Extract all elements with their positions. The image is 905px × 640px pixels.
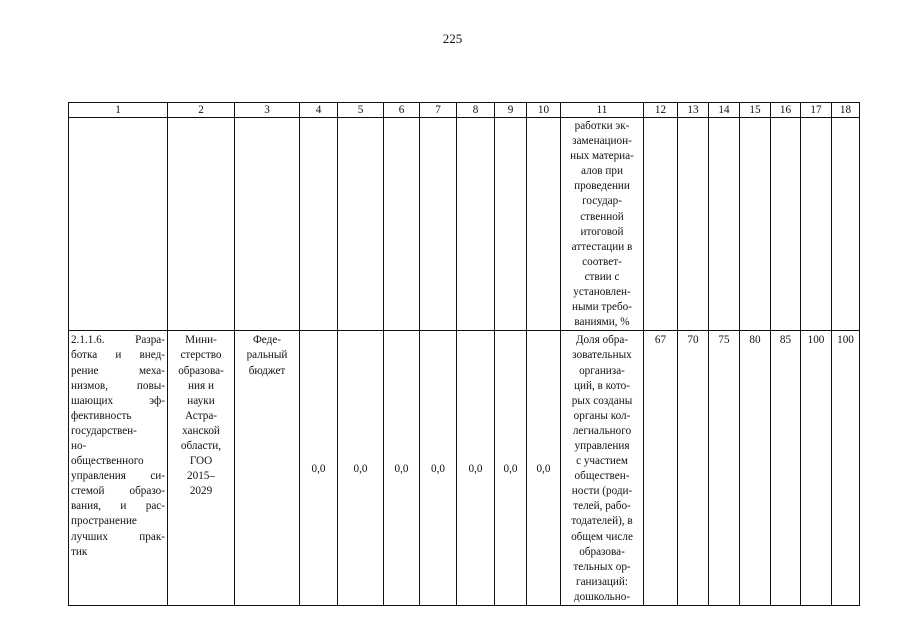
- executor-line: стерство: [180, 349, 222, 362]
- cell: [338, 118, 384, 331]
- indicator-line: управления: [574, 439, 630, 452]
- cell: [527, 118, 561, 331]
- indicator-line: ными требо-: [572, 301, 632, 314]
- column-header: 18: [832, 103, 860, 118]
- executor-line: 2015–: [187, 470, 215, 483]
- cell: [384, 118, 420, 331]
- indicator-line: работки эк-: [574, 120, 630, 132]
- indicator-line: государ-: [582, 195, 622, 208]
- column-header: 13: [678, 103, 709, 118]
- executor-line: ГОО: [189, 455, 213, 468]
- cell: [420, 118, 457, 331]
- source-line: ральный: [246, 349, 288, 362]
- amount-cell: 0,0: [338, 331, 384, 606]
- cell: [300, 118, 338, 331]
- column-header: 5: [338, 103, 384, 118]
- program-table: [68, 102, 860, 606]
- measure-line: ботка и внед-: [71, 349, 165, 362]
- page-number: 225: [442, 31, 463, 46]
- indicator-line: ствии с: [584, 270, 620, 283]
- measure-name-cell: [69, 331, 168, 606]
- measure-line: шающих эф-: [71, 394, 165, 407]
- measure-line: низмов, повы-: [71, 379, 165, 392]
- indicator-line: тельных ор-: [573, 560, 631, 573]
- funding-source-cell: [235, 331, 300, 606]
- column-header: 12: [644, 103, 678, 118]
- indicator-line: организа-: [579, 364, 625, 377]
- indicator-line: Доля обра-: [575, 334, 629, 347]
- indicator-line: легиального: [572, 424, 632, 437]
- indicator-line: обществен-: [574, 470, 630, 483]
- column-header: 17: [801, 103, 832, 118]
- measure-row: [69, 331, 860, 606]
- measure-line: 2.1.1.6. Разра-: [71, 334, 165, 347]
- indicator-line: аттестации в: [571, 240, 633, 253]
- executor-line: ханской: [182, 424, 220, 437]
- executor-line: образова-: [178, 364, 224, 377]
- target-value-cell: 70: [678, 331, 709, 606]
- amount-cell: 0,0: [300, 331, 338, 606]
- indicator-line: ственной: [580, 210, 624, 223]
- amount-cell: 0,0: [495, 331, 527, 606]
- source-line: Феде-: [252, 334, 282, 347]
- source-line: бюджет: [248, 364, 286, 377]
- column-header: 7: [420, 103, 457, 118]
- indicator-line: зовательных: [572, 349, 632, 362]
- measure-line: но-: [71, 439, 87, 452]
- target-value-cell: 80: [740, 331, 771, 606]
- cell: [801, 118, 832, 331]
- column-header: 10: [527, 103, 561, 118]
- measure-line: управления си-: [71, 470, 165, 483]
- indicator-line: образова-: [579, 545, 625, 558]
- measure-line: тик: [71, 545, 88, 558]
- indicator-line: заменацион-: [572, 135, 632, 148]
- amount-cell: 0,0: [384, 331, 420, 606]
- measure-line: лучших прак-: [71, 530, 165, 543]
- measure-line: государствен-: [71, 424, 137, 437]
- executor-cell: [168, 331, 235, 606]
- cell: [678, 118, 709, 331]
- indicator-line: органы кол-: [573, 409, 631, 422]
- measure-line: вания, и рас-: [71, 500, 165, 513]
- cell: [168, 118, 235, 331]
- cell: [235, 118, 300, 331]
- column-header: 4: [300, 103, 338, 118]
- column-header: 15: [740, 103, 771, 118]
- column-header: 11: [561, 103, 644, 118]
- target-value-cell: 100: [832, 331, 860, 606]
- amount-cell: 0,0: [420, 331, 457, 606]
- measure-line: фективность: [71, 409, 132, 422]
- target-value-cell: 67: [644, 331, 678, 606]
- measure-line: общественного: [71, 455, 144, 468]
- executor-line: 2029: [189, 485, 213, 498]
- target-value-cell: 85: [771, 331, 801, 606]
- continued-row: [69, 118, 860, 331]
- column-header: 14: [709, 103, 740, 118]
- indicator-line: итоговой: [580, 225, 624, 238]
- column-header: 16: [771, 103, 801, 118]
- column-header: 9: [495, 103, 527, 118]
- executor-line: Мини-: [185, 334, 217, 347]
- column-header: 2: [168, 103, 235, 118]
- header-row: [69, 103, 860, 118]
- indicator-line: дошкольно-: [573, 590, 631, 603]
- indicator-line: телей, рабо-: [573, 500, 631, 513]
- indicator-cell: [561, 331, 644, 606]
- indicator-line: общем числе: [571, 530, 633, 543]
- cell: [69, 118, 168, 331]
- column-header: 6: [384, 103, 420, 118]
- executor-line: науки: [187, 394, 215, 407]
- amount-cell: 0,0: [457, 331, 495, 606]
- cell: [457, 118, 495, 331]
- cell: [709, 118, 740, 331]
- indicator-line: ных материа-: [570, 150, 634, 163]
- indicator-cell-continued: [561, 118, 644, 331]
- measure-line: пространение: [71, 515, 137, 528]
- column-header: 3: [235, 103, 300, 118]
- indicator-line: ганизаций:: [576, 575, 628, 588]
- column-header: 1: [69, 103, 168, 118]
- indicator-line: с участием: [576, 455, 628, 468]
- cell: [740, 118, 771, 331]
- indicator-line: ности (роди-: [571, 485, 633, 498]
- indicator-line: ваниями, %: [574, 316, 630, 329]
- executor-line: Астра-: [184, 409, 218, 422]
- indicator-line: алов при: [581, 165, 623, 178]
- target-value-cell: 75: [709, 331, 740, 606]
- target-value-cell: 100: [801, 331, 832, 606]
- column-header: 8: [457, 103, 495, 118]
- cell: [495, 118, 527, 331]
- executor-line: области,: [180, 439, 222, 452]
- cell: [644, 118, 678, 331]
- indicator-line: установлен-: [573, 286, 631, 299]
- cell: [832, 118, 860, 331]
- indicator-line: рых созданы: [571, 394, 633, 407]
- indicator-line: тодателей), в: [571, 515, 633, 528]
- indicator-line: соответ-: [582, 255, 622, 268]
- measure-line: стемой образо-: [71, 485, 165, 498]
- indicator-line: проведении: [574, 180, 630, 193]
- measure-line: рение меха-: [71, 364, 165, 377]
- amount-cell: 0,0: [527, 331, 561, 606]
- indicator-line: ций, в кото-: [573, 379, 630, 392]
- cell: [771, 118, 801, 331]
- executor-line: ния и: [188, 379, 214, 392]
